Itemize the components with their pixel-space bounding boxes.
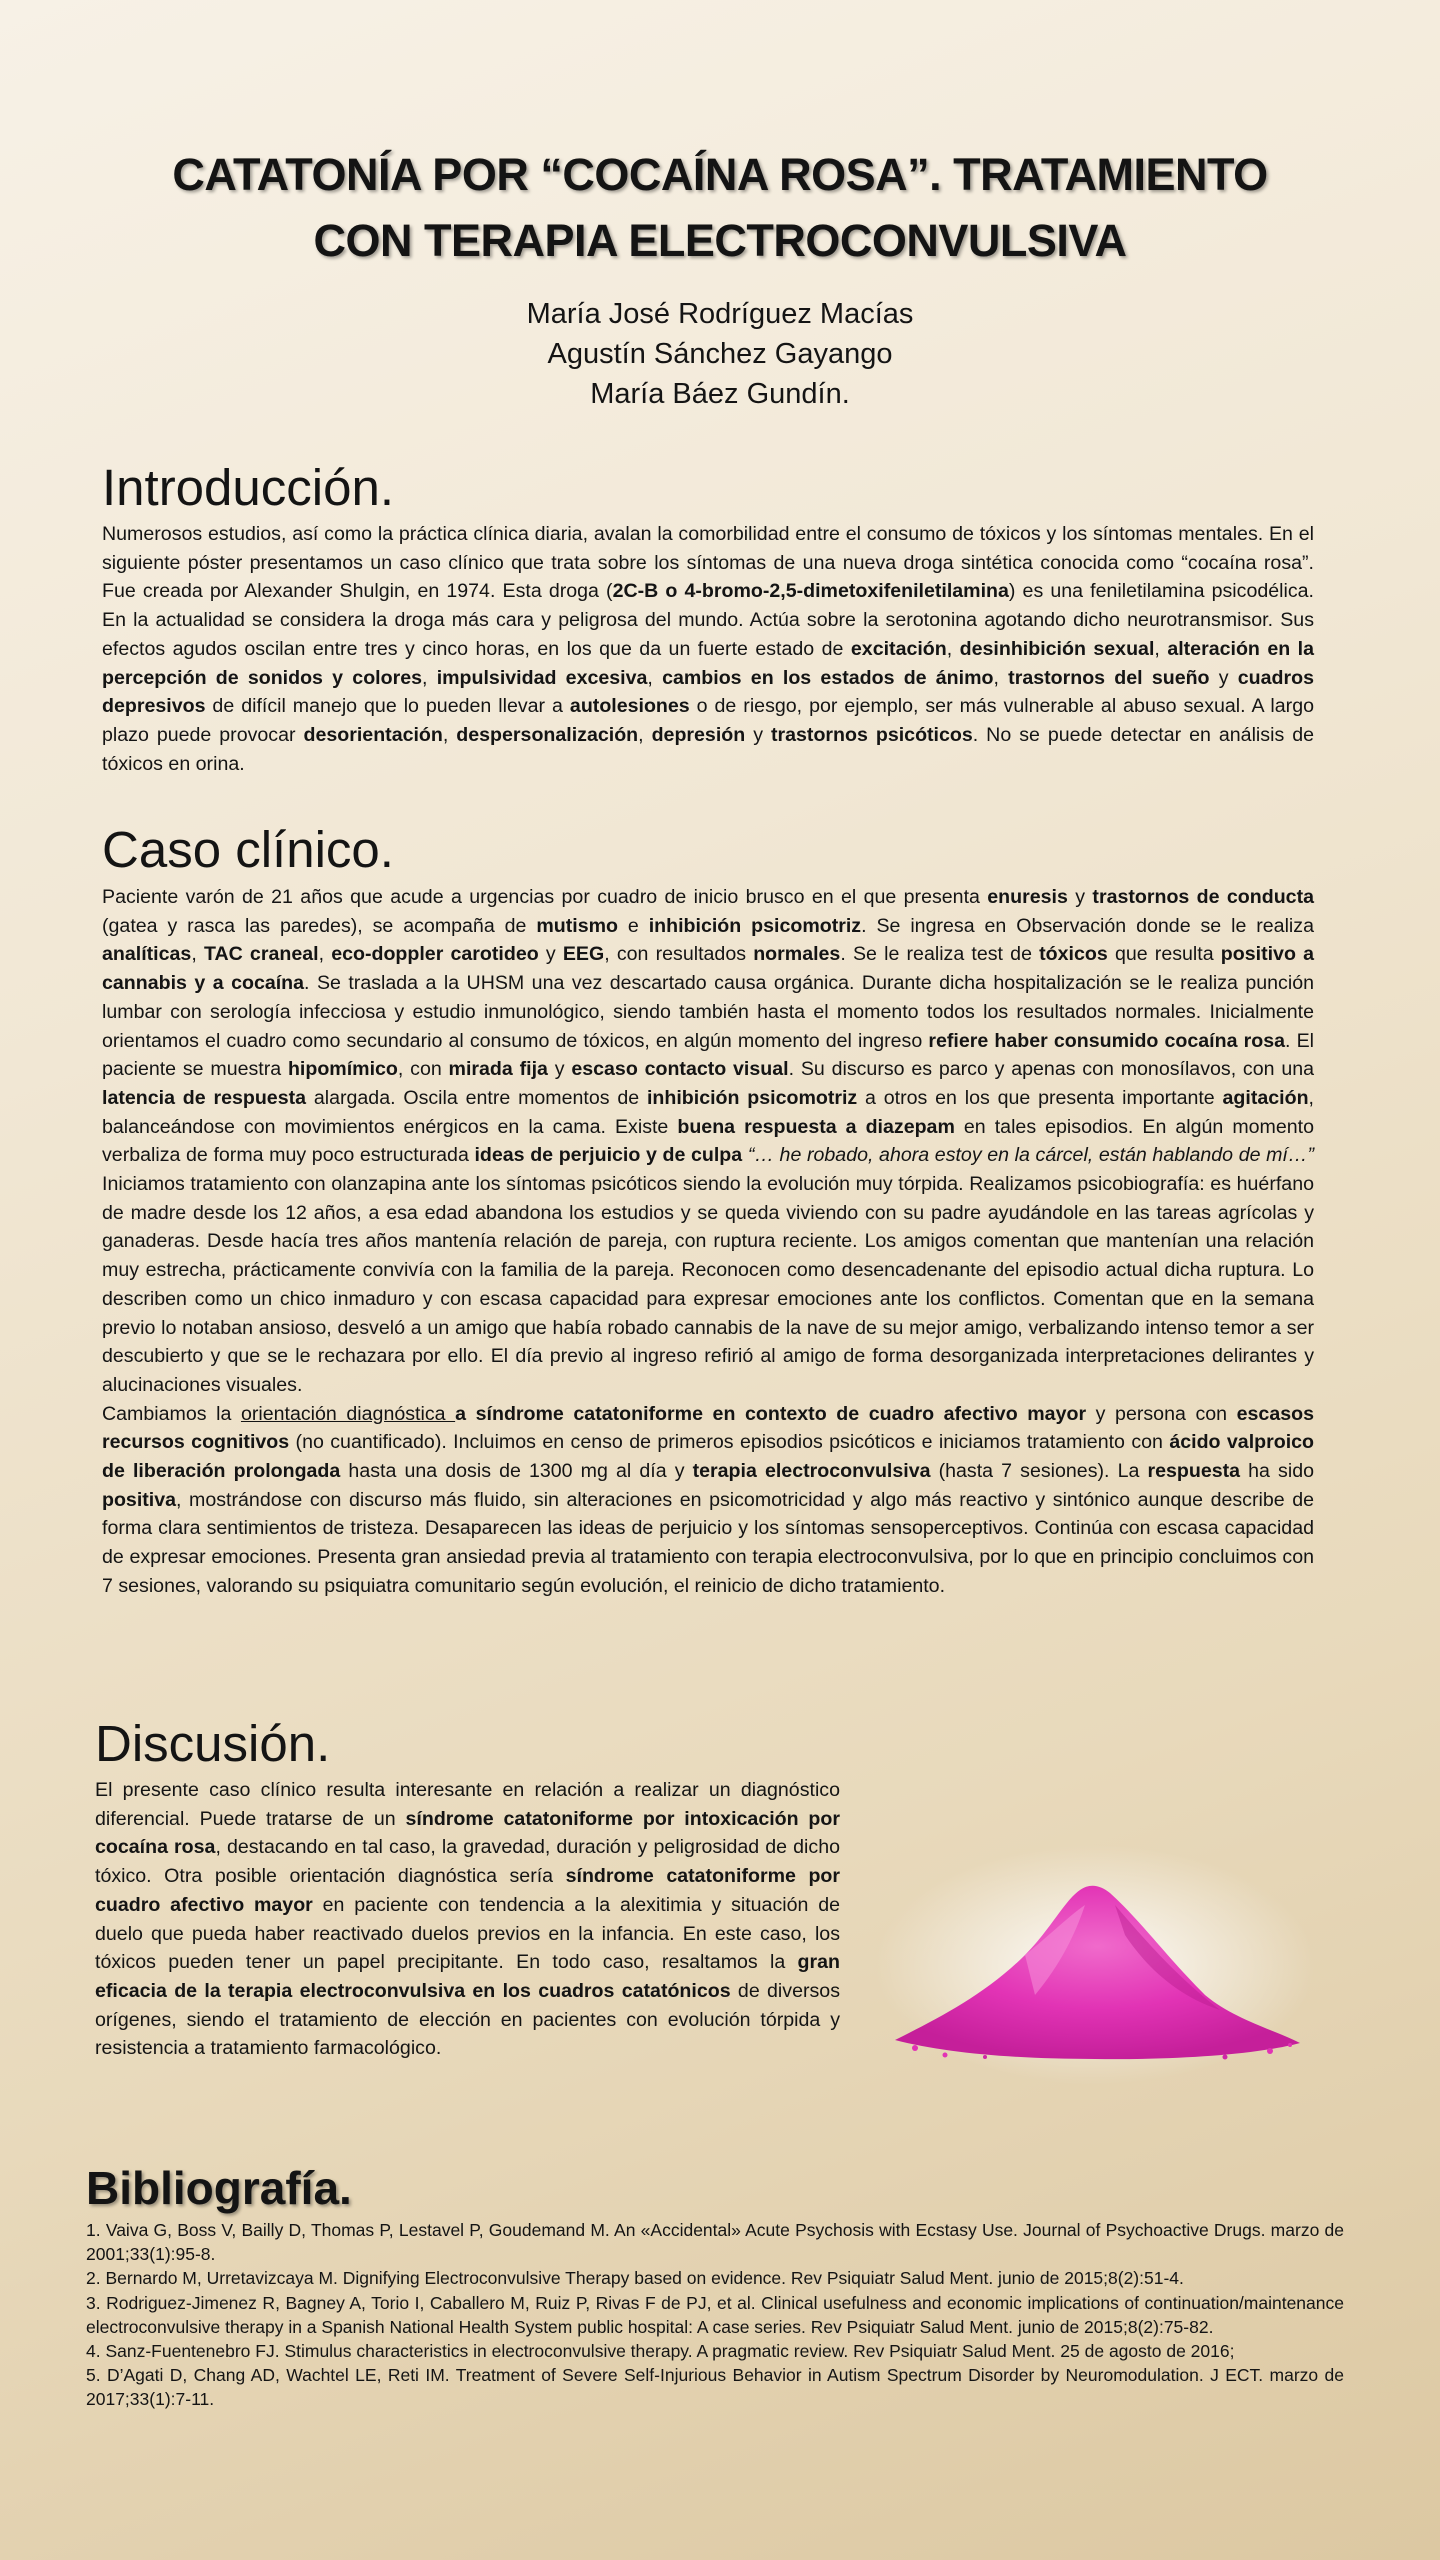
emphasis-text: ácido valproico de liberación prolongada xyxy=(102,1431,1315,1483)
emphasis-text: mirada fija xyxy=(448,1058,548,1081)
emphasis-text: cuadros depresivos xyxy=(102,666,1315,718)
case-body xyxy=(102,883,1314,1601)
emphasis-text: tóxicos xyxy=(1039,943,1108,966)
discussion-body xyxy=(95,1776,840,2063)
bibliography-item: 5. D’Agati D, Chang AD, Wachtel LE, Reti IM. Treatment of Severe Self-Injurious Behavior in Autism Spectrum Disorder by Neuromodulation. J ECT. marzo de 2017;33(1):7-11. xyxy=(86,2365,1344,2410)
emphasis-text: despersonalización xyxy=(456,723,639,746)
pink-powder-pile-icon xyxy=(875,1845,1315,2085)
bibliography-item: 4. Sanz-Fuentenebro FJ. Stimulus characteristics in electroconvulsive therapy. A pragmatic review. Rev Psiquiatr Salud Ment. 25 de agosto de 2016; xyxy=(86,2341,1235,2362)
emphasis-text: analíticas xyxy=(102,943,192,966)
case-paragraph-1: Paciente varón de 21 años que acude a urgencias por cuadro de inicio brusco en el que presenta enuresis y trastornos de conducta (gatea y rasca las paredes), se acompaña de mutismo e inhibición psicomotriz. Se ingresa en Observación donde se le realiza analíticas, TAC craneal, eco-doppler carotideo y EEG, con resultados normales. Se le realiza test de tóxicos que resulta positivo a cannabis y a cocaína. Se traslada a la UHSM una vez descartado causa orgánica. Durante dicha hospitalización se le realiza punción lumbar con serología infecciosa y estudio inmunológico, siendo también hasta el momento todos los resultados normales. Inicialmente orientamos el cuadro como secundario al consumo de tóxicos, en algún momento del ingreso refiere haber consumido cocaína rosa. El paciente se muestra hipomímico, con mirada fija y escaso contacto visual. Su discurso es parco y apenas con monosílavos, con una latencia de respuesta alargada. Oscila entre momentos de inhibición psicomotriz a otros en los que presenta importante agitación, balanceándose con movimientos enérgicos en la cama. Existe buena respuesta a diazepam en tales episodios. En algún momento verbaliza de forma muy poco estructurada ideas de perjuicio y de culpa “… he robado, ahora estoy en la cárcel, están hablando de mí…” Iniciamos tratamiento con olanzapina ante los síntomas psicóticos siendo la evolución muy tórpida. Realizamos psicobiografía: es huérfano de madre desde los 12 años, a esa edad abandona los estudios y se queda viviendo con su padre ayudándole en las tareas agrícolas y ganaderas. Desde hacía tres años mantenía relación de pareja, con ruptura reciente. Los amigos comentan que mantenían una relación muy estrecha, prácticamente convivía con la familia de la pareja. Reconocen como desencadenante del episodio actual dicha ruptura. Lo describen como un chico inmaduro y con escasa capacidad para expresar emociones ante los conflictos. Comentan que en la semana previo lo notaban ansioso, desveló a un amigo que había robado cannabis de la nave de su mejor amigo, verbalizando intenso temor a ser descubierto y que se le rechazara por ello. El día previo al ingreso refirió al amigo de forma desorganizada interpretaciones delirantes y alucinaciones visuales. xyxy=(102,886,1315,1396)
author-3: María Báez Gundín. xyxy=(590,378,850,410)
title-line-2: CON TERAPIA ELECTROCONVULSIVA xyxy=(313,215,1127,266)
quote-text: “… he robado, ahora estoy en la cárcel, están hablando de mí…” xyxy=(747,1144,1314,1167)
emphasis-text: hipomímico xyxy=(287,1058,398,1081)
discussion-paragraph: El presente caso clínico resulta interesante en relación a realizar un diagnóstico diferencial. Puede tratarse de un síndrome catatoniforme por intoxicación por cocaína rosa, destacando en tal caso, la gravedad, duración y peligrosidad de dicho tóxico. Otra posible orientación diagnóstica sería síndrome catatoniforme por cuadro afectivo mayor en paciente con tendencia a la alexitimia y situación de duelo que pueda haber reactivado duelos previos en la infancia. En este caso, los tóxicos pueden tener un papel precipitante. En todo caso, resaltamos la gran eficacia de la terapia electroconvulsiva en los cuadros catatónicos de diversos orígenes, siendo el tratamiento de elección en pacientes con evolución tórpida y resistencia a tratamiento farmacológico. xyxy=(95,1779,841,2060)
emphasis-text: impulsividad excesiva xyxy=(436,666,648,689)
poster-title xyxy=(80,142,1360,274)
emphasis-text: síndrome catatoniforme por cuadro afectivo mayor xyxy=(95,1865,841,1916)
intro-body xyxy=(102,520,1314,778)
emphasis-text: síndrome catatoniforme por intoxicación por cocaína rosa xyxy=(95,1807,840,1859)
emphasis-text: escaso contacto visual xyxy=(571,1058,789,1081)
discussion-heading: Discusión. xyxy=(95,1715,331,1772)
emphasis-text: alteración en la percepción de sonidos y colores xyxy=(102,637,1314,689)
bibliography-item: 1. Vaiva G, Boss V, Bailly D, Thomas P, Lestavel P, Goudemand M. An «Accidental» Acute Psychosis with Ecstasy Use. Journal of Psychoactive Drugs. marzo de 2001;33(1):95-8. xyxy=(86,2220,1344,2265)
emphasis-text: ideas de perjuicio y de culpa xyxy=(474,1144,743,1167)
emphasis-text: positivo a cannabis y a cocaína xyxy=(102,943,1314,995)
underlined-text: orientación diagnóstica xyxy=(240,1402,456,1425)
emphasis-text: inhibición psicomotriz xyxy=(648,914,862,937)
emphasis-text: refiere haber consumido cocaína rosa xyxy=(928,1029,1285,1052)
emphasis-text: inhibición psicomotriz xyxy=(646,1086,858,1109)
emphasis-text: depresión xyxy=(651,723,746,746)
emphasis-text: desinhibición sexual xyxy=(959,637,1155,660)
emphasis-text: a síndrome catatoniforme en contexto de cuadro afectivo mayor xyxy=(455,1402,1087,1425)
emphasis-text: cambios en los estados de ánimo xyxy=(662,666,994,689)
emphasis-text: buena respuesta a diazepam xyxy=(677,1115,955,1138)
emphasis-text: eco-doppler carotideo xyxy=(331,943,539,966)
emphasis-text: terapia electroconvulsiva xyxy=(692,1460,931,1483)
emphasis-text: mutismo xyxy=(536,914,618,937)
emphasis-text: agitación xyxy=(1222,1086,1309,1109)
emphasis-text: trastornos del sueño xyxy=(1008,666,1210,689)
emphasis-text: excitación xyxy=(850,637,947,660)
intro-heading: Introducción. xyxy=(102,459,395,516)
title-line-1: CATATONÍA POR “COCAÍNA ROSA”. TRATAMIENTO xyxy=(172,149,1268,200)
emphasis-text: escasos recursos cognitivos xyxy=(102,1402,1314,1454)
case-heading: Caso clínico. xyxy=(102,821,394,878)
author-list xyxy=(0,294,1440,414)
emphasis-text: 2C-B o 4-bromo-2,5-dimetoxifeniletilamina xyxy=(612,580,1009,603)
emphasis-text: EEG xyxy=(562,943,605,966)
author-1: María José Rodríguez Macías xyxy=(526,298,914,330)
emphasis-text: TAC craneal xyxy=(203,943,319,966)
case-paragraph-2: Cambiamos la orientación diagnóstica a síndrome catatoniforme en contexto de cuadro afectivo mayor y persona con escasos recursos cognitivos (no cuantificado). Incluimos en censo de primeros episodios psicóticos e iniciamos tratamiento con ácido valproico de liberación prolongada hasta una dosis de 1300 mg al día y terapia electroconvulsiva (hasta 7 sesiones). La respuesta ha sido positiva, mostrándose con discurso más fluido, sin alteraciones en psicomotricidad y algo más reactivo y sintónico aunque describe de forma clara sentimientos de tristeza. Desaparecen las ideas de perjuicio y los síntomas sensoperceptivos. Continúa con escasa capacidad de expresar emociones. Presenta gran ansiedad previa al tratamiento con terapia electroconvulsiva, por lo que en principio concluimos con 7 sesiones, valorando su psiquiatra comunitario según evolución, el reinicio de dicho tratamiento. xyxy=(102,1402,1315,1597)
emphasis-text: enuresis xyxy=(987,886,1068,908)
bibliography-item: 3. Rodriguez-Jimenez R, Bagney A, Torio I, Caballero M, Ruiz P, Rivas F de PJ, et al. Clinical usefulness and economic implications of continuation/maintenance electroconvulsive therapy in a Spanish National Health System public hospital: A case series. Rev Psiquiatr Salud Ment. junio de 2015;8(2):75-82. xyxy=(86,2292,1344,2337)
emphasis-text: autolesiones xyxy=(569,695,690,718)
emphasis-text: normales xyxy=(753,943,841,966)
emphasis-text: trastornos de conducta xyxy=(1092,886,1315,908)
emphasis-text: respuesta xyxy=(1147,1460,1241,1483)
bibliography-item: 2. Bernardo M, Urretavizcaya M. Dignifying Electroconvulsive Therapy based on evidence. Rev Psiquiatr Salud Ment. junio de 2015;8(2):51-4. xyxy=(86,2268,1184,2289)
intro-paragraph: Numerosos estudios, así como la práctica clínica diaria, avalan la comorbilidad entre el consumo de tóxicos y los síntomas mentales. En el siguiente póster presentamos un caso clínico que trata sobre los síntomas de una nueva droga sintética conocida como “cocaína rosa”. Fue creada por Alexander Shulgin, en 1974. Esta droga (2C-B o 4-bromo-2,5-dimetoxifeniletilamina) es una feniletilamina psicodélica. En la actualidad se considera la droga más cara y peligrosa del mundo. Actúa sobre la serotonina agotando dicho neurotransmisor. Sus efectos agudos oscilan entre tres y cinco horas, en los que da un fuerte estado de excitación, desinhibición sexual, alteración en la percepción de sonidos y colores, impulsividad excesiva, cambios en los estados de ánimo, trastornos del sueño y cuadros depresivos de difícil manejo que lo pueden llevar a autolesiones o de riesgo, por ejemplo, ser más vulnerable al abuso sexual. A largo plazo puede provocar desorientación, despersonalización, depresión y trastornos psicóticos. No se puede detectar en análisis de tóxicos en orina. xyxy=(102,523,1315,775)
emphasis-text: latencia de respuesta xyxy=(102,1086,307,1109)
emphasis-text: gran eficacia de la terapia electroconvulsiva en los cuadros catatónicos xyxy=(95,1951,840,2002)
emphasis-text: trastornos psicóticos xyxy=(770,723,973,746)
emphasis-text: positiva xyxy=(102,1488,177,1511)
author-2: Agustín Sánchez Gayango xyxy=(547,338,893,370)
bibliography-list xyxy=(86,2218,1344,2412)
bibliography-heading: Bibliografía. xyxy=(86,2162,352,2214)
emphasis-text: desorientación xyxy=(303,723,443,746)
